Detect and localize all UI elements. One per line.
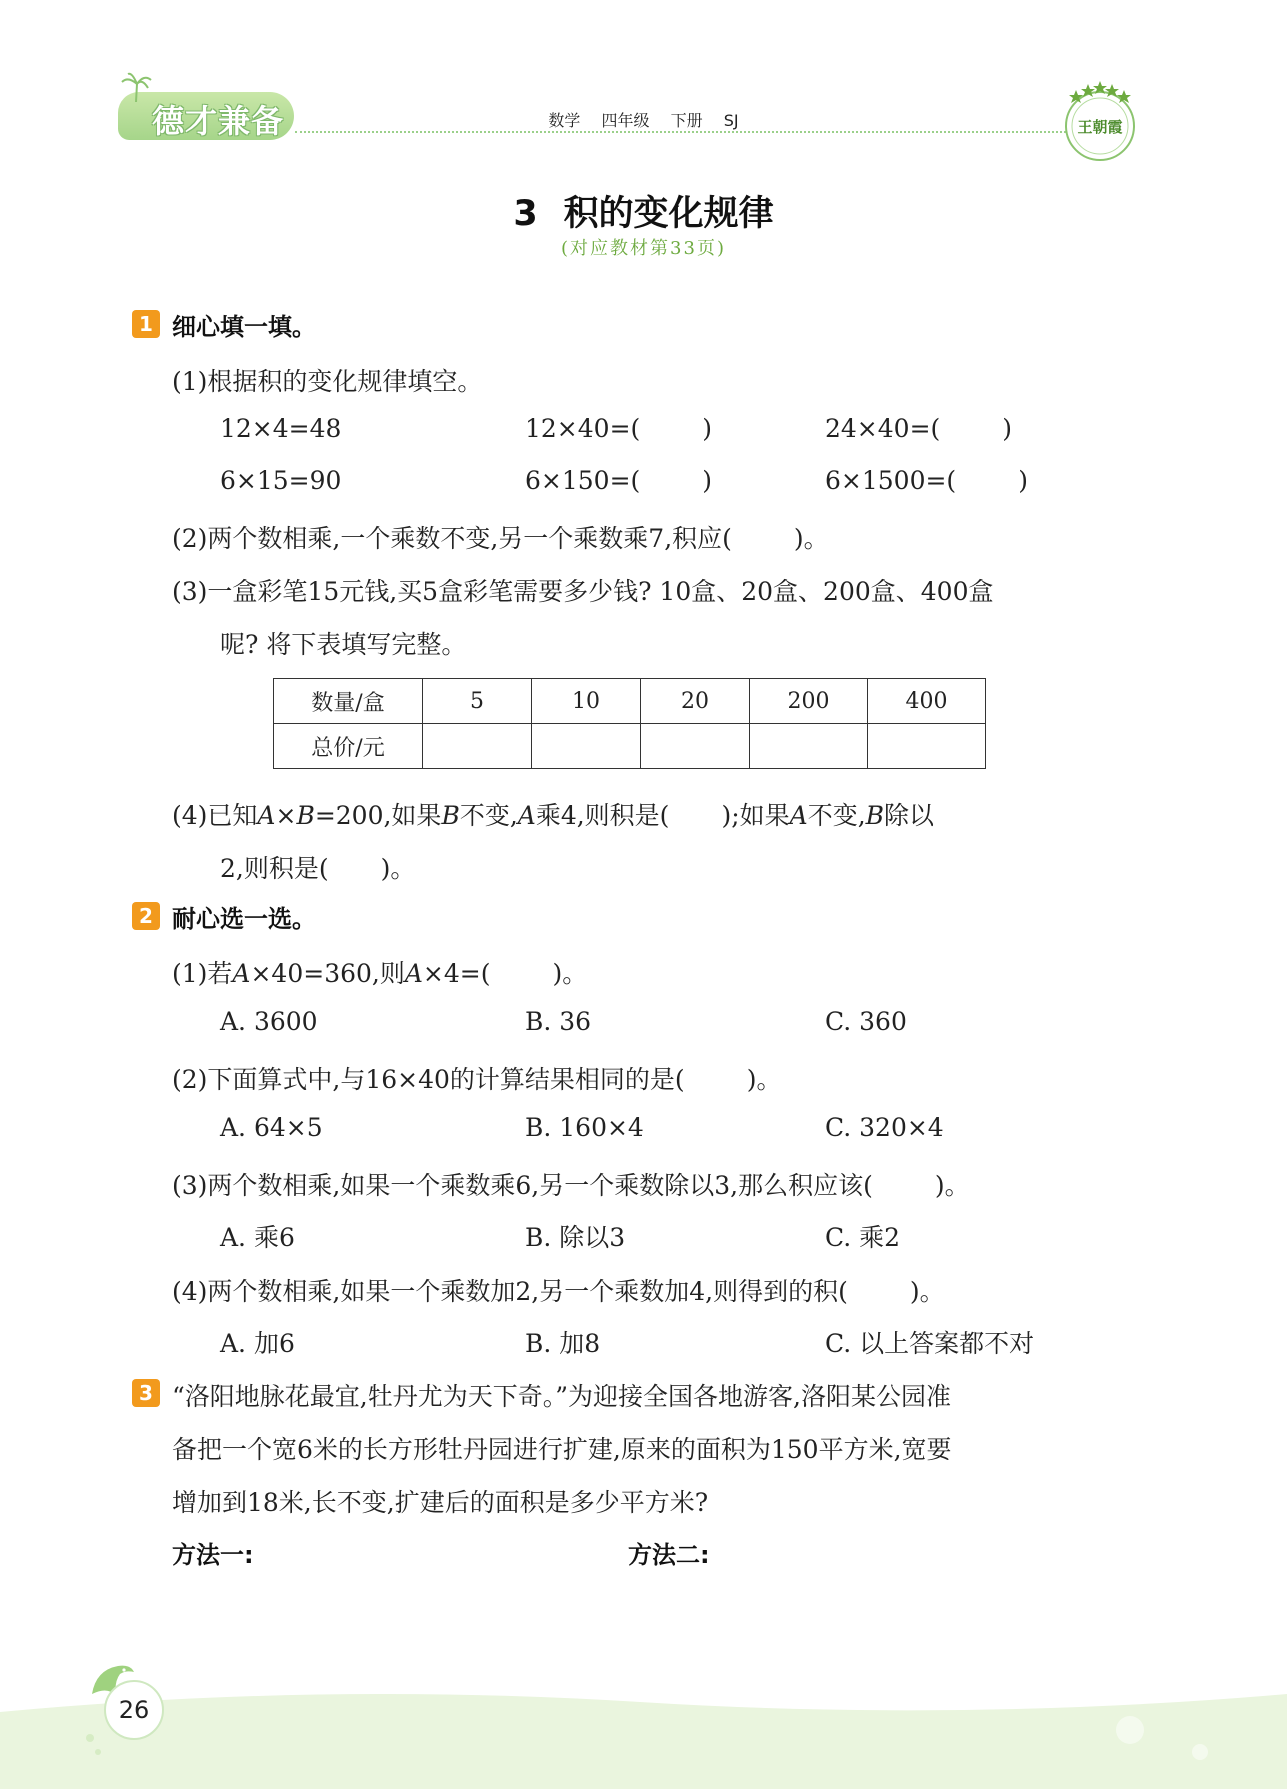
question-1-4-line2: 2,则积是( )。 (220, 854, 416, 883)
word-problem-line3: 增加到18米,长不变,扩建后的面积是多少平方米? (172, 1488, 709, 1517)
question-1-3-line2: 呢? 将下表填写完整。 (220, 630, 467, 659)
section-2-badge: 2 (132, 902, 160, 930)
page-number: 26 (104, 1680, 164, 1740)
edition-label: SJ (723, 111, 739, 130)
equation-12x4: 12×4=48 (220, 414, 342, 443)
option-b[interactable]: B. 加8 (525, 1329, 601, 1358)
question-2-3: (3)两个数相乘,如果一个乘数乘6,另一个乘数除以3,那么积应该( )。 (172, 1171, 970, 1200)
table-cell: 5 (423, 679, 532, 724)
table-cell: 20 (641, 679, 750, 724)
option-b[interactable]: B. 36 (525, 1007, 592, 1036)
table-answer-cell[interactable] (750, 724, 868, 769)
section-1-badge: 1 (132, 310, 160, 338)
publisher-emblem-icon (1058, 76, 1142, 166)
table-answer-cell[interactable] (641, 724, 750, 769)
table-answer-cell[interactable] (423, 724, 532, 769)
equation-12x40: 12×40=( ) (525, 414, 713, 443)
section-1-title: 细心填一填。 (172, 312, 316, 341)
question-1-1: (1)根据积的变化规律填空。 (172, 367, 483, 396)
footer-wave (0, 1672, 1287, 1789)
logo-text: 德才兼备 (152, 102, 285, 140)
table-header-total-price: 总价/元 (274, 724, 423, 769)
method-two-label: 方法二: (628, 1541, 710, 1569)
section-1-header (132, 310, 316, 341)
question-2-1: (1)若A×40=360,则A×4=( )。 (172, 959, 588, 988)
question-2-2: (2)下面算式中,与16×40的计算结果相同的是( )。 (172, 1065, 782, 1094)
subject-label: 数学 (548, 111, 581, 130)
option-c[interactable]: C. 以上答案都不对 (825, 1329, 1035, 1358)
price-table (273, 678, 986, 769)
section-2-header (132, 902, 316, 933)
option-c[interactable]: C. 320×4 (825, 1113, 944, 1142)
section-3-badge: 3 (132, 1379, 160, 1407)
equation-6x150: 6×150=( ) (525, 466, 713, 495)
equation-24x40: 24×40=( ) (825, 414, 1013, 443)
lesson-number: 3 (513, 194, 538, 234)
palm-tree-icon (120, 72, 152, 102)
lesson-title (0, 186, 1287, 236)
equation-6x15: 6×15=90 (220, 466, 342, 495)
option-a[interactable]: A. 3600 (220, 1007, 318, 1036)
option-a[interactable]: A. 加6 (220, 1329, 295, 1358)
equation-6x1500: 6×1500=( ) (825, 466, 1028, 495)
word-problem-line1: “洛阳地脉花最宜,牡丹尤为天下奇。”为迎接全国各地游客,洛阳某公园准 (172, 1382, 951, 1411)
question-1-3-line1: (3)一盒彩笔15元钱,买5盒彩笔需要多少钱? 10盒、20盒、200盒、400盒 (172, 577, 994, 606)
option-a[interactable]: A. 64×5 (220, 1113, 323, 1142)
table-header-quantity: 数量/盒 (274, 679, 423, 724)
option-c[interactable]: C. 乘2 (825, 1223, 901, 1252)
option-b[interactable]: B. 160×4 (525, 1113, 644, 1142)
table-answer-cell[interactable] (868, 724, 986, 769)
question-1-4-line1: (4)已知A×B=200,如果B不变,A乘4,则积是( );如果A不变,B除以 (172, 801, 935, 830)
table-cell: 10 (532, 679, 641, 724)
emblem-text: 王朝霞 (1077, 118, 1123, 136)
textbook-reference: (对应教材第33页) (561, 238, 726, 259)
question-1-2: (2)两个数相乘,一个乘数不变,另一个乘数乘7,积应( )。 (172, 524, 829, 553)
lesson-title-text: 积的变化规律 (563, 194, 774, 234)
section-2-title: 耐心选一选。 (172, 904, 316, 933)
table-cell: 200 (750, 679, 868, 724)
volume-label: 下册 (670, 111, 703, 130)
table-cell: 400 (868, 679, 986, 724)
header-divider (295, 131, 1082, 133)
table-row (274, 724, 986, 769)
option-c[interactable]: C. 360 (825, 1007, 907, 1036)
table-row (274, 679, 986, 724)
grade-label: 四年级 (601, 111, 650, 130)
option-b[interactable]: B. 除以3 (525, 1223, 626, 1252)
method-one-label: 方法一: (172, 1541, 254, 1569)
table-answer-cell[interactable] (532, 724, 641, 769)
word-problem-line2: 备把一个宽6米的长方形牡丹园进行扩建,原来的面积为150平方米,宽要 (172, 1435, 952, 1464)
option-a[interactable]: A. 乘6 (220, 1223, 295, 1252)
section-3-header (132, 1379, 172, 1407)
question-2-4: (4)两个数相乘,如果一个乘数加2,另一个乘数加4,则得到的积( )。 (172, 1277, 945, 1306)
